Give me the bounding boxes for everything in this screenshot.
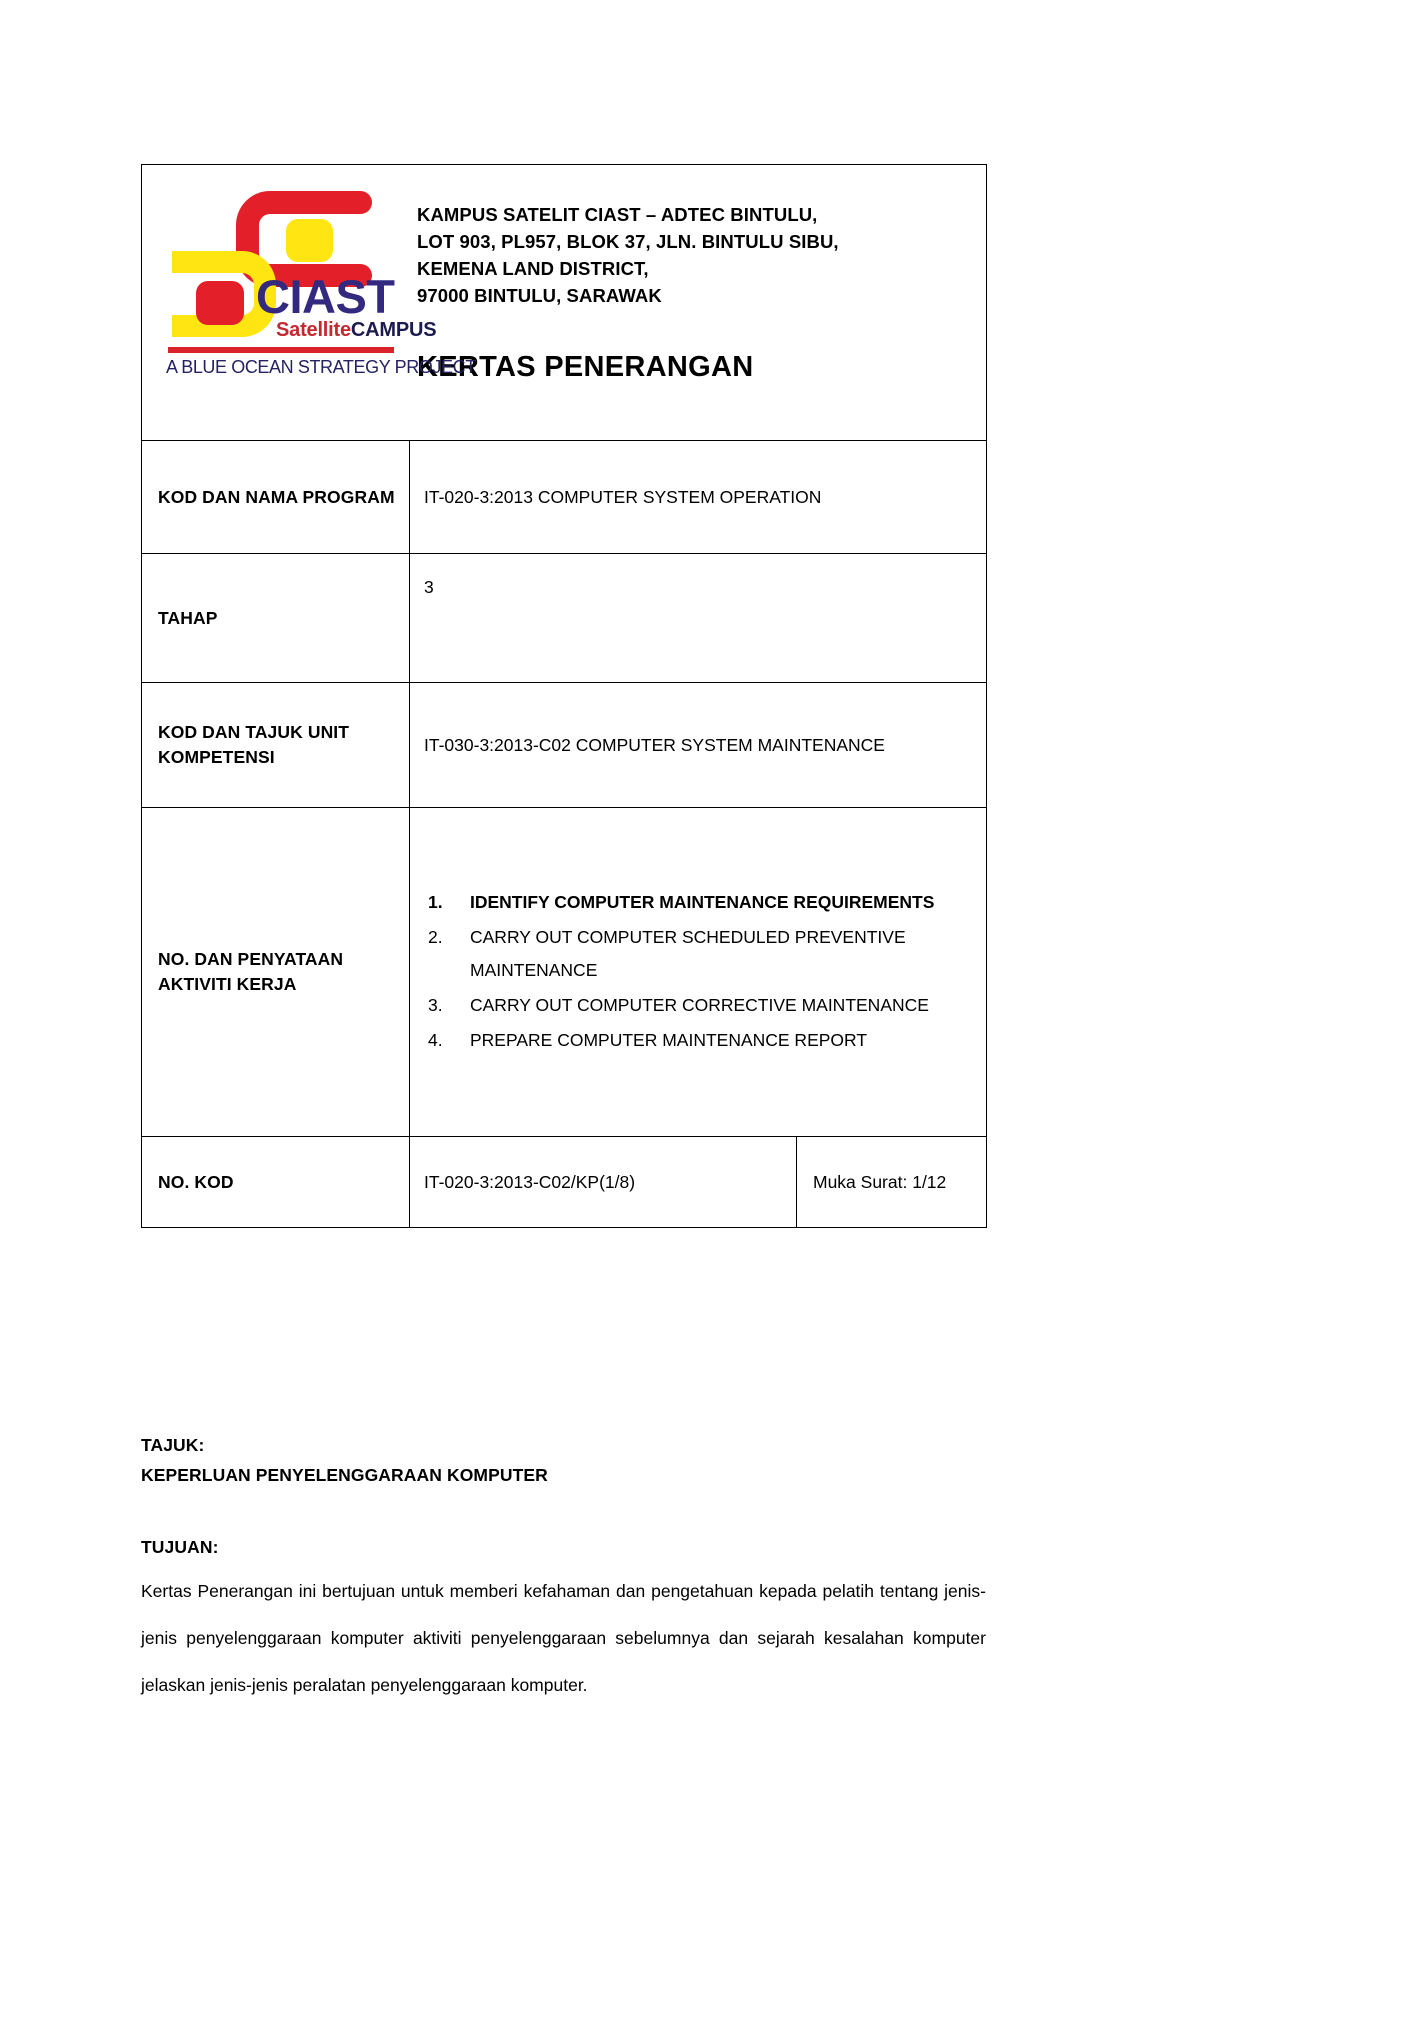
logo-container xyxy=(142,165,476,415)
document-body xyxy=(141,1430,986,1709)
activity-item-number: 3. xyxy=(428,994,443,1015)
logo-red-square-icon xyxy=(196,281,244,325)
logo-divider-rule xyxy=(168,347,394,353)
address-line-1: KAMPUS SATELIT CIAST – ADTEC BINTULU, xyxy=(417,204,818,225)
header-text-block xyxy=(407,165,986,384)
activity-item-text: IDENTIFY COMPUTER MAINTENANCE REQUIREMENTS xyxy=(470,891,935,912)
label-no-dan-penyataan-aktiviti-kerja: NO. DAN PENYATAAN AKTIVITI KERJA xyxy=(142,808,410,1137)
value-kod-dan-tajuk-unit-kompetensi: IT-030-3:2013-C02 COMPUTER SYSTEM MAINTENANCE xyxy=(410,683,987,808)
logo-yellow-square-icon xyxy=(286,219,333,262)
body-spacer xyxy=(141,1490,986,1532)
label-kod-dan-nama-program: KOD DAN NAMA PROGRAM xyxy=(142,441,410,554)
label-kod-dan-tajuk-unit-kompetensi: KOD DAN TAJUK UNIT KOMPETENSI xyxy=(142,683,410,808)
activity-item-text: CARRY OUT COMPUTER CORRECTIVE MAINTENANCE xyxy=(470,994,929,1015)
activity-item-number: 4. xyxy=(428,1029,443,1050)
label-tahap: TAHAP xyxy=(142,554,410,683)
activity-item-number: 2. xyxy=(428,926,443,947)
value-muka-surat: Muka Surat: 1/12 xyxy=(797,1137,987,1228)
activity-item-text: PREPARE COMPUTER MAINTENANCE REPORT xyxy=(470,1029,868,1050)
paper-title: KERTAS PENERANGAN xyxy=(417,351,754,383)
activity-list-item xyxy=(428,921,986,987)
activity-list-item xyxy=(428,1024,986,1057)
address-line-2: LOT 903, PL957, BLOK 37, JLN. BINTULU SIBU, xyxy=(417,231,839,252)
tujuan-label: TUJUAN: xyxy=(141,1537,219,1557)
address-line-3: KEMENA LAND DISTRICT, xyxy=(417,258,649,279)
activity-list-item xyxy=(428,886,986,919)
activity-list-item xyxy=(428,989,986,1022)
logo-yellow-arm-top-icon xyxy=(172,251,218,273)
table-row-tahap xyxy=(142,554,987,683)
value-kod-dan-nama-program: IT-020-3:2013 COMPUTER SYSTEM OPERATION xyxy=(410,441,987,554)
table-row-no-kod xyxy=(142,1137,987,1228)
table-row-aktiviti-kerja xyxy=(142,808,987,1137)
logo-brand-text: CIAST xyxy=(256,270,395,323)
tajuk-value: KEPERLUAN PENYELENGGARAAN KOMPUTER xyxy=(141,1465,548,1485)
tajuk-label: TAJUK: xyxy=(141,1435,205,1455)
activity-item-number: 1. xyxy=(428,891,443,912)
document-header-table xyxy=(141,164,987,1228)
label-no-kod: NO. KOD xyxy=(142,1137,410,1228)
address-line-4: 97000 BINTULU, SARAWAK xyxy=(417,285,662,306)
logo-campus-word: CAMPUS xyxy=(350,319,437,341)
table-row-program xyxy=(142,441,987,554)
value-no-kod: IT-020-3:2013-C02/KP(1/8) xyxy=(410,1137,797,1228)
logo-satellite-word: Satellite xyxy=(276,319,351,341)
aktiviti-list-cell xyxy=(410,808,987,1137)
table-row-unit-kompetensi xyxy=(142,683,987,808)
value-tahap: 3 xyxy=(410,554,987,683)
logo-tagline: A BLUE OCEAN STRATEGY PROJECT xyxy=(166,357,476,377)
header-band-row xyxy=(142,165,987,441)
ciast-logo xyxy=(164,187,476,415)
tujuan-paragraph: Kertas Penerangan ini bertujuan untuk memberi kefahaman dan pengetahuan kepada pelatih tentang jenis-jenis penyelenggaraan komputer aktiviti penyelenggaraan sebelumnya dan sejarah kesalahan komputer jelaskan jenis-jenis peralatan penyelenggaraan komputer. xyxy=(141,1581,986,1695)
activity-item-text: CARRY OUT COMPUTER SCHEDULED PREVENTIVE MAINTENANCE xyxy=(470,926,906,980)
logo-campus-text xyxy=(276,320,436,340)
logo-red-arm-top-icon xyxy=(304,191,372,214)
ciast-logo-mark-icon xyxy=(164,187,476,377)
header-band-cell xyxy=(142,165,987,441)
activity-list xyxy=(428,886,986,1057)
